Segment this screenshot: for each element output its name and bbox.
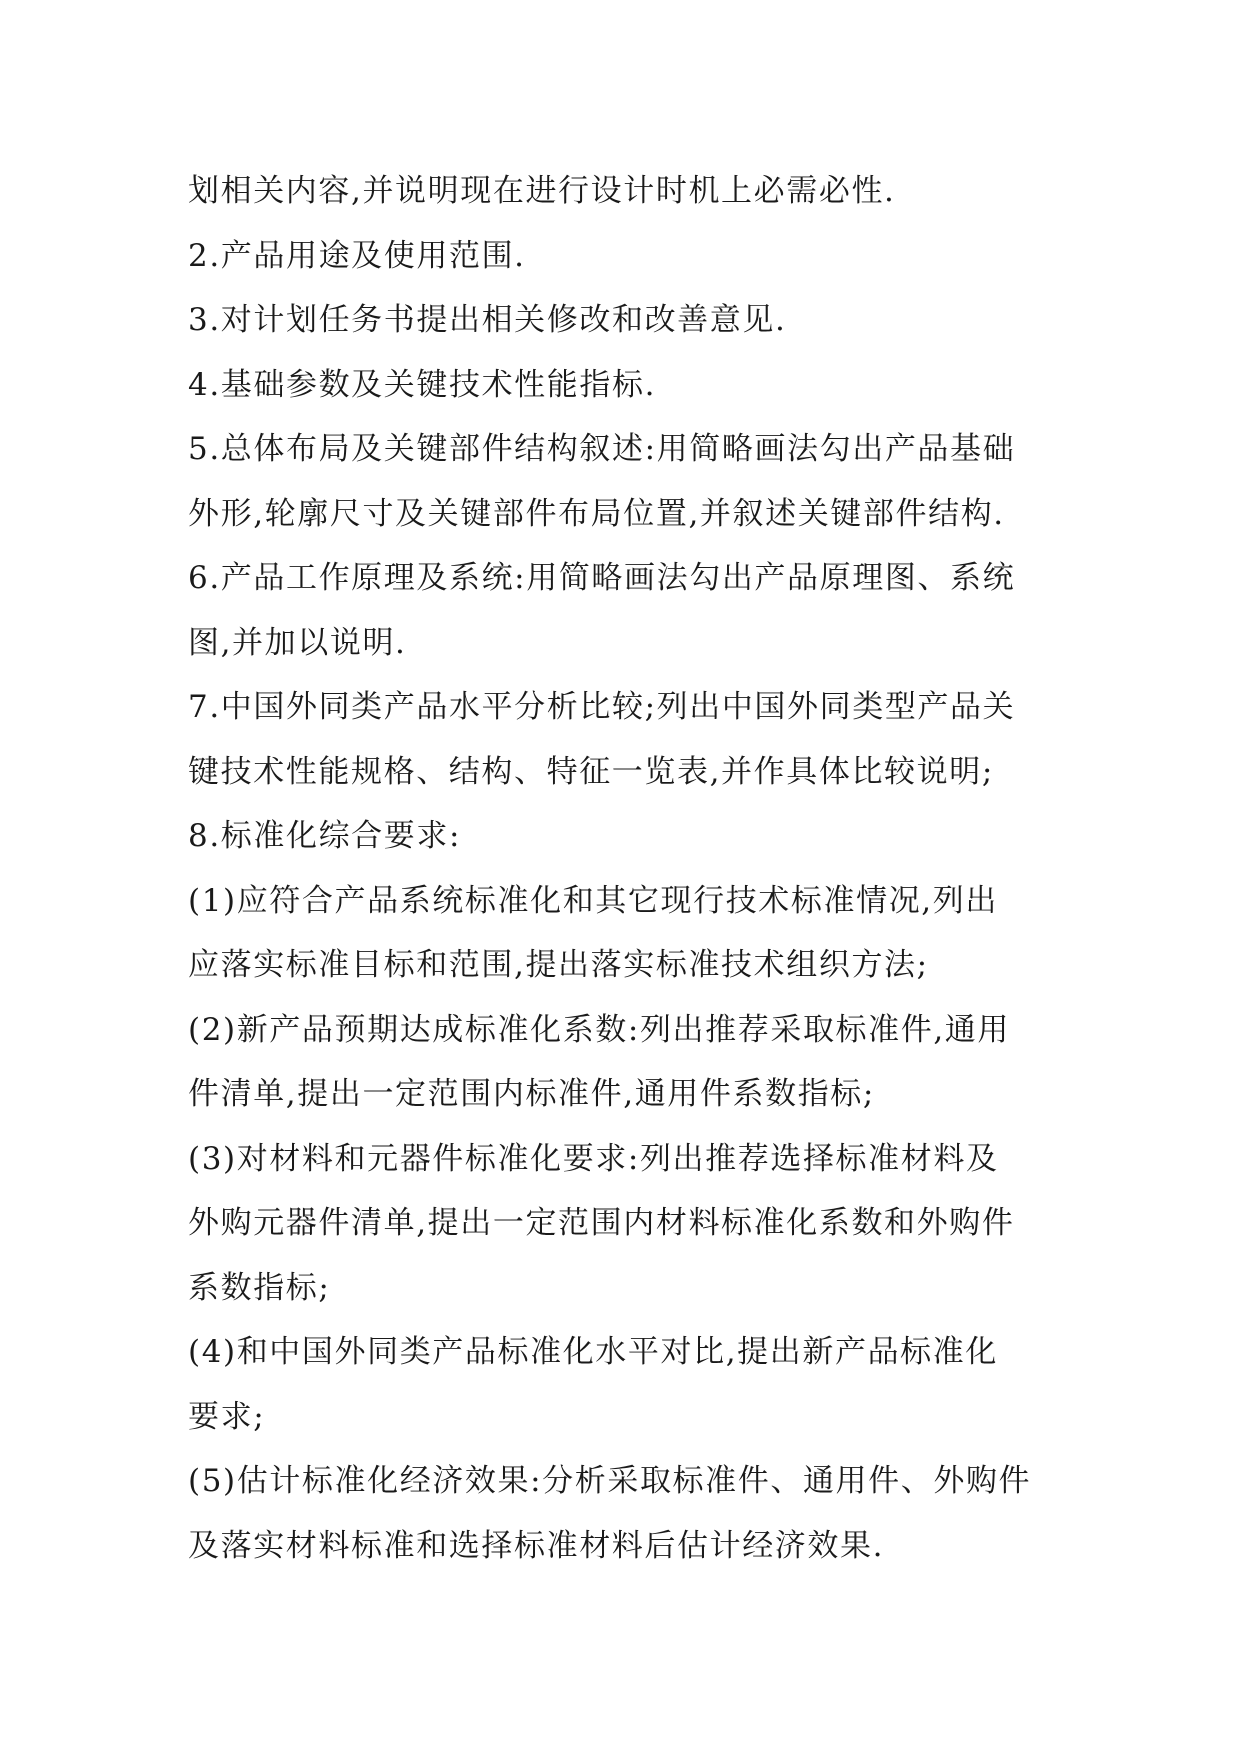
- text-line: 划相关内容,并说明现在进行设计时机上必需必性.: [188, 173, 896, 209]
- text-line: 应落实标准目标和范围,提出落实标准技术组织方法;: [188, 947, 929, 983]
- text-line: 要求;: [188, 1398, 266, 1435]
- text-line: 3.对计划任务书提出相关修改和改善意见.: [188, 302, 787, 338]
- text-line: 8.标准化综合要求:: [188, 818, 462, 854]
- text-line: (2)新产品预期达成标准化系数:列出推荐采取标准件,通用: [188, 1011, 1011, 1048]
- text-line: 外形,轮廓尺寸及关键部件布局位置,并叙述关键部件结构.: [188, 495, 1005, 532]
- body-text: [188, 159, 1068, 1578]
- text-line: 件清单,提出一定范围内标准件,通用件系数指标;: [188, 1076, 875, 1112]
- text-line: 4.基础参数及关键技术性能指标.: [188, 366, 657, 403]
- text-line: 系数指标;: [188, 1269, 331, 1306]
- text-line: 及落实材料标准和选择标准材料后估计经济效果.: [188, 1527, 885, 1564]
- text-line: 7.中国外同类产品水平分析比较;列出中国外同类型产品关: [188, 689, 1016, 725]
- text-line: 图,并加以说明.: [188, 624, 407, 661]
- text-line: (3)对材料和元器件标准化要求:列出推荐选择标准材料及: [188, 1140, 999, 1177]
- text-line: 外购元器件清单,提出一定范围内材料标准化系数和外购件: [188, 1205, 1015, 1241]
- text-line: 2.产品用途及使用范围.: [188, 237, 526, 274]
- text-line: 6.产品工作原理及系统:用简略画法勾出产品原理图、系统: [188, 560, 1016, 596]
- text-line: 5.总体布局及关键部件结构叙述:用简略画法勾出产品基础: [188, 431, 1016, 467]
- text-line: (5)估计标准化经济效果:分析采取标准件、通用件、外购件: [188, 1463, 1032, 1499]
- text-line: 键技术性能规格、结构、特征一览表,并作具体比较说明;: [188, 753, 994, 790]
- text-line: (1)应符合产品系统标准化和其它现行技术标准情况,列出: [188, 882, 998, 919]
- text-line: (4)和中国外同类产品标准化水平对比,提出新产品标准化: [188, 1334, 998, 1370]
